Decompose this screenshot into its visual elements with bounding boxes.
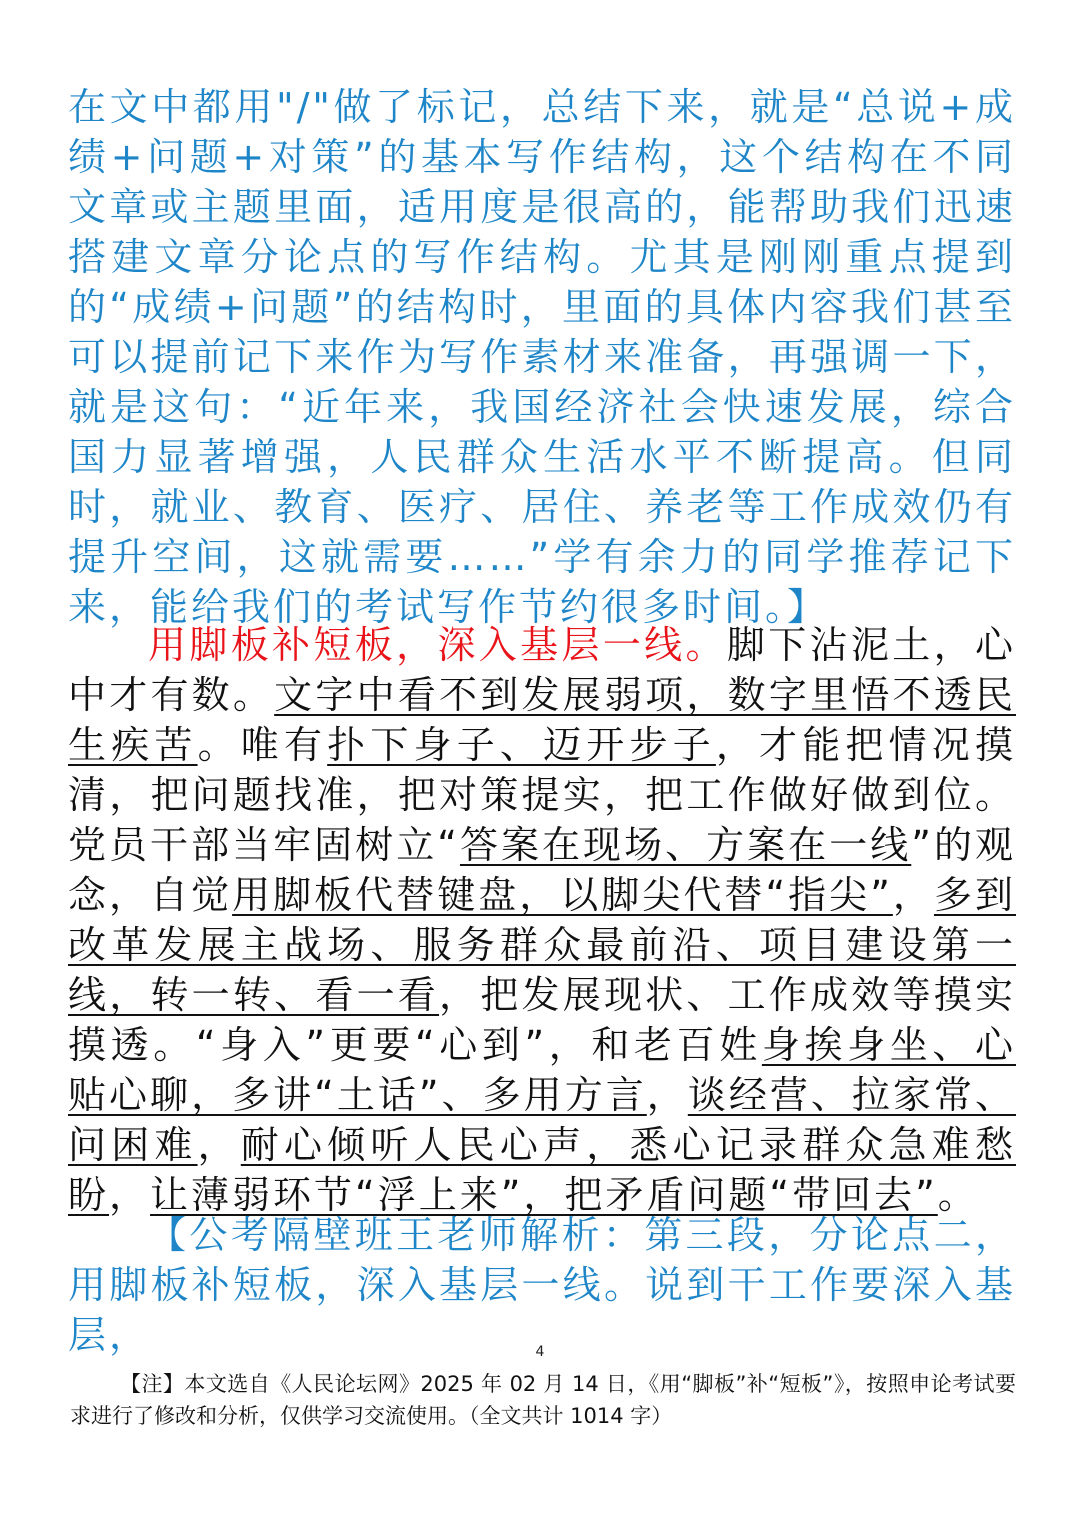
underlined-phrase: 用脚板代替键盘，以脚尖代替“指尖”	[232, 873, 893, 917]
body-paragraph	[68, 620, 1016, 1220]
underlined-phrase: 答案在现场、方案在一线	[459, 823, 912, 867]
underlined-phrase: 扑下身子、迈开步子	[327, 723, 716, 767]
body-text: 。	[937, 1173, 979, 1217]
body-text: ，	[109, 1173, 151, 1217]
body-text: ，	[646, 1073, 688, 1117]
body-text: ”的观念，自觉	[68, 823, 1017, 917]
underlined-phrase: 让薄弱环节“浮上来”，把矛盾问题“带回去”	[150, 1173, 938, 1217]
underlined-phrase: 多到改革发展主战场、服务群众最前沿、项目建设第一线，转一转、看一看	[68, 873, 1016, 1017]
analysis-paragraph-1: 在文中都用"/"做了标记，总结下来，就是“总说+成绩+问题+对策”的基本写作结构，这个结构在不同文章或主题里面，适用度是很高的，能帮助我们迅速搭建文章分论点的写作结构。尤其是刚刚重点提到的“成绩+问题”的结构时，里面的具体内容我们甚至可以提前记下来作为写作素材来准备，再强调一下，就是这句：“近年来，我国经济社会快速发展，综合国力显著增强，人民群众生活水平不断提高。但同时，就业、教育、医疗、居住、养老等工作成效仍有提升空间，这就需要……”学有余力的同学推荐记下来，能给我们的考试写作节约很多时间。】	[68, 85, 1016, 629]
underlined-phrase: 谈经营、拉家常、问困难	[68, 1073, 1016, 1167]
underlined-phrase: 耐心倾听人民心声，悉心记录群众急难愁盼	[68, 1123, 1016, 1217]
underlined-phrase: 身挨身坐、心贴心聊，多讲“土话”、多用方言	[68, 1023, 1016, 1117]
footnote: 【注】本文选自《人民论坛网》2025 年 02 月 14 日，《用“脚板”补“短板”》，按照申论考试要求进行了修改和分析，仅供学习交流使用。（全文共计 1014 字）	[70, 1372, 1016, 1428]
analysis-paragraph-2: 【公考隔壁班王老师解析：第三段，分论点二，用脚板补短板，深入基层一线。说到干工作要深入基层，	[68, 1213, 1016, 1357]
page-number: 4	[535, 1344, 545, 1360]
body-text: ，把发展现状、工作成效等摸实摸透。“身入”更要“心到”，和老百姓	[68, 973, 1016, 1067]
body-text: ，	[892, 873, 934, 917]
body-text: ，	[197, 1123, 241, 1167]
body-text: 。唯有	[197, 723, 328, 767]
body-text: ，才能把情况摸清，把问题找准，把对策提实，把工作做好做到位。党员干部当牢固树立“	[68, 723, 1016, 867]
underlined-phrase: 文字中看不到发展弱项，数字里悟不透民生疾苦	[68, 673, 1016, 767]
paragraph-heading: 用脚板补短板，深入基层一线。	[148, 623, 727, 667]
body-text: 脚下沾泥土，心中才有数。	[68, 623, 1016, 717]
